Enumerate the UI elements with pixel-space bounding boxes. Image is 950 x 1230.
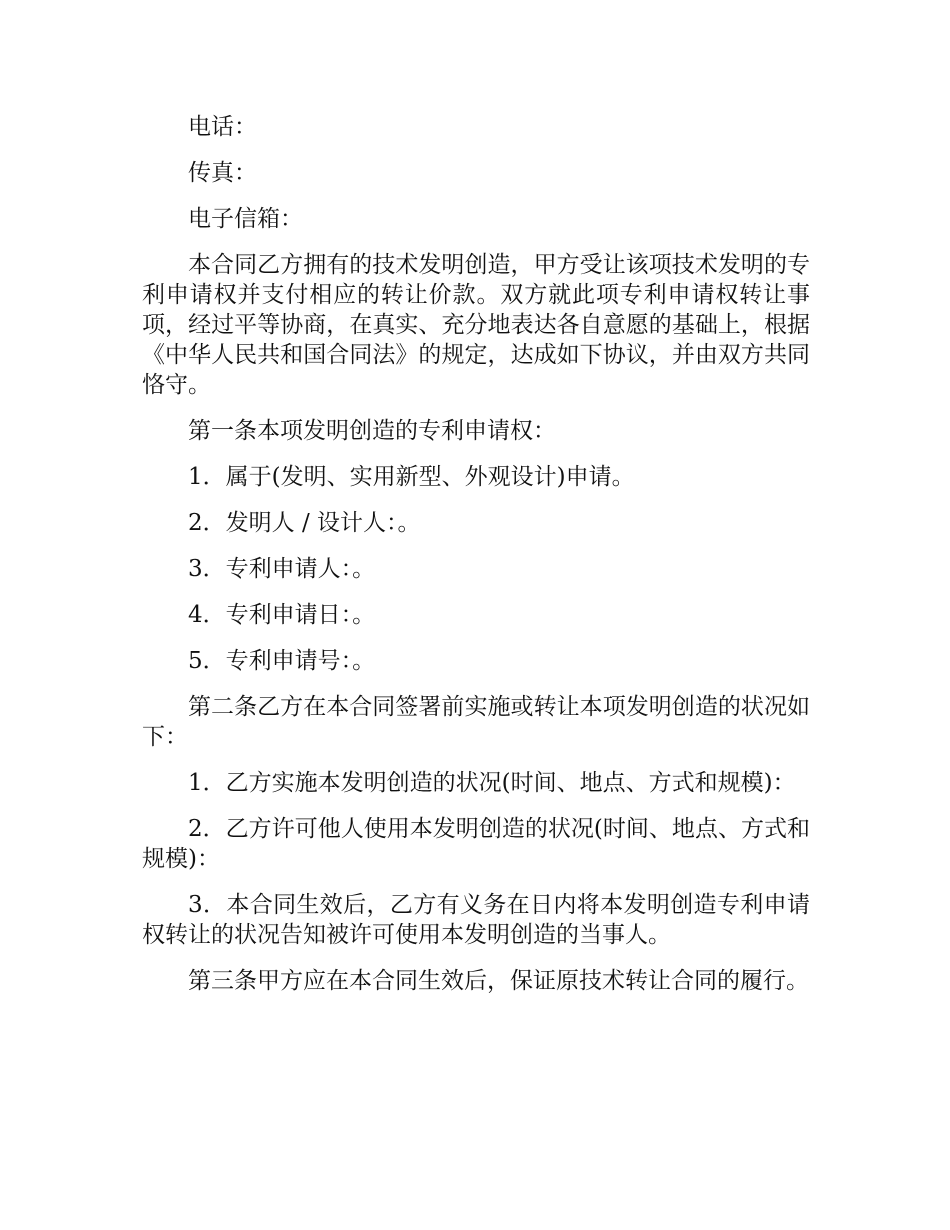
article-2-item-1: 1．乙方实施本发明创造的状况(时间、地点、方式和规模)： bbox=[188, 770, 796, 796]
article-2-item-3: 3．本合同生效后，乙方有义务在日内将本发明创造专利申请权转让的状况告知被许可使用本发明创造的当事人。 bbox=[142, 892, 810, 948]
article-2-item-2: 2．乙方许可他人使用本发明创造的状况(时间、地点、方式和规模)： bbox=[142, 816, 810, 872]
document-page bbox=[142, 112, 810, 1012]
contract-preamble: 本合同乙方拥有的技术发明创造，甲方受让该项技术发明的专利申请权并支付相应的转让价款。双方就此项专利申请权转让事项，经过平等协商，在真实、充分地表达各自意愿的基础上，根据《中华人民共和国合同法》的规定，达成如下协议，并由双方共同恪守。 bbox=[142, 252, 810, 398]
contact-email-label: 电子信箱： bbox=[188, 206, 303, 232]
article-1-item-1: 1．属于(发明、实用新型、外观设计)申请。 bbox=[188, 464, 635, 490]
article-1-item-4: 4．专利申请日：。 bbox=[188, 602, 376, 628]
article-1-item-5: 5．专利申请号：。 bbox=[188, 648, 376, 674]
article-1-item-3: 3．专利申请人：。 bbox=[188, 556, 376, 582]
article-3-heading: 第三条甲方应在本合同生效后，保证原技术转让合同的履行。 bbox=[188, 968, 809, 994]
article-2-heading: 第二条乙方在本合同签署前实施或转让本项发明创造的状况如下： bbox=[142, 694, 810, 750]
contact-phone-label: 电话： bbox=[188, 114, 257, 140]
article-1-item-2: 2．发明人 / 设计人：。 bbox=[188, 510, 421, 536]
article-1-heading: 第一条本项发明创造的专利申请权： bbox=[188, 418, 556, 444]
contact-fax-label: 传真： bbox=[188, 160, 257, 186]
